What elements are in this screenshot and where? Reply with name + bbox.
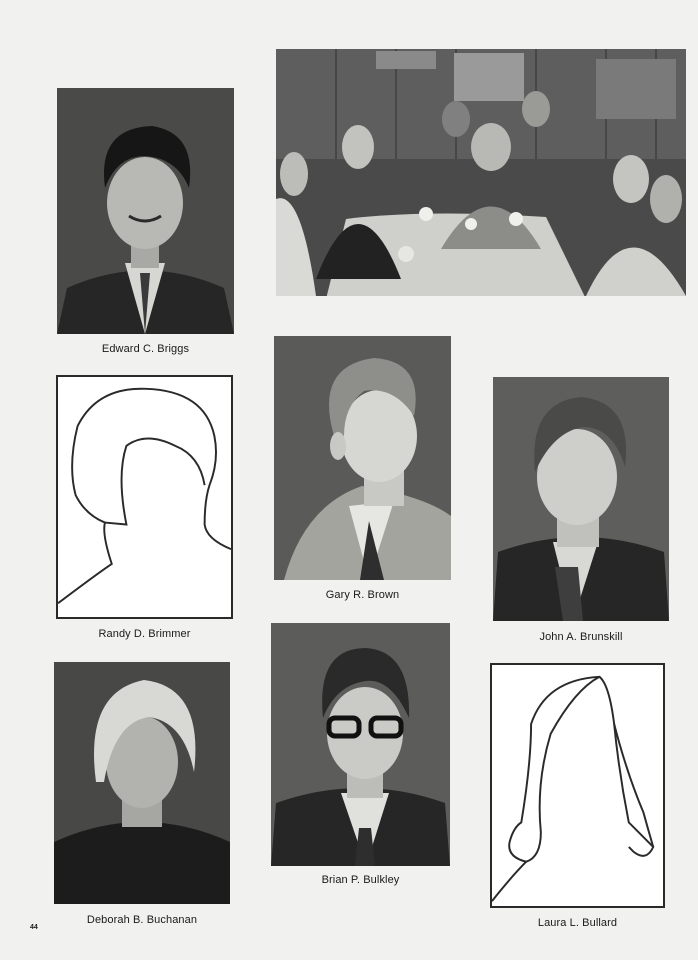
portrait-caption: John A. Brunskill xyxy=(539,631,623,643)
group-photo xyxy=(276,49,686,296)
portrait-photo xyxy=(493,377,669,621)
portrait-caption: Gary R. Brown xyxy=(325,589,400,601)
portrait-photo xyxy=(271,623,450,866)
portrait-caption: Brian P. Bulkley xyxy=(321,874,400,886)
portrait-caption: Edward C. Briggs xyxy=(101,343,190,355)
portrait-caption: Randy D. Brimmer xyxy=(98,628,191,640)
portrait-photo xyxy=(57,88,234,334)
no-photo-outline xyxy=(490,663,665,908)
portrait-caption: Laura L. Bullard xyxy=(537,917,618,929)
page-number: 44 xyxy=(30,924,38,931)
portrait-photo xyxy=(54,662,230,904)
portrait-caption: Deborah B. Buchanan xyxy=(86,914,198,926)
portrait-photo xyxy=(274,336,451,580)
no-photo-outline xyxy=(56,375,233,619)
